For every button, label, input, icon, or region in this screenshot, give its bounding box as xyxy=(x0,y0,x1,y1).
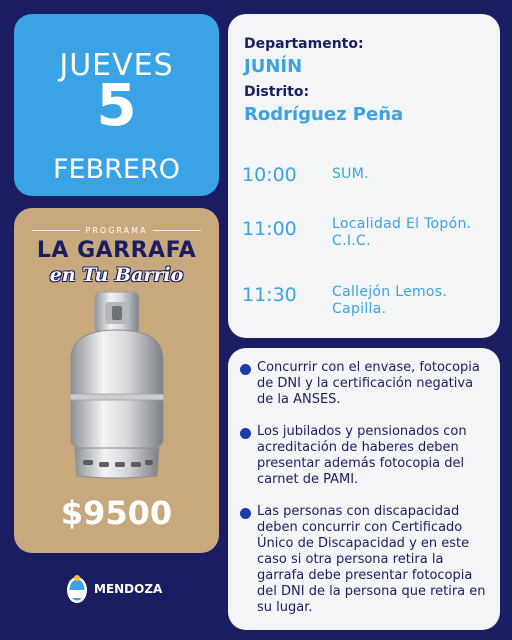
district-label: Distrito: xyxy=(244,84,310,100)
schedule-place xyxy=(332,166,369,183)
schedule-place-line: SUM. xyxy=(332,166,369,182)
date-day: JUEVES xyxy=(59,48,174,83)
schedule-time: 10:00 xyxy=(242,164,297,186)
schedule-place-line: Localidad El Topón. xyxy=(332,216,472,232)
date-month: FEBRERO xyxy=(53,154,180,185)
requirement-text: Las personas con discapacidad deben concurrir con Certificado Único de Discapacidad y en este caso si otra persona retira la garrafa debe presentar fotocopia del DNI de la persona que retira en su lugar. xyxy=(257,504,486,615)
district-value: Rodríguez Peña xyxy=(244,104,404,125)
bullet-icon xyxy=(240,428,251,439)
schedule-time: 11:30 xyxy=(242,284,297,306)
department-label: Departamento: xyxy=(244,36,364,52)
gas-cylinder-icon xyxy=(61,290,173,480)
date-number: 5 xyxy=(96,71,137,139)
schedule-place-line: C.I.C. xyxy=(332,233,371,249)
requirements-card xyxy=(228,348,500,630)
department-value: JUNÍN xyxy=(244,56,303,77)
footer-logo xyxy=(66,574,162,604)
price: $9500 xyxy=(60,494,173,532)
schedule-place-line: Callejón Lemos. xyxy=(332,284,448,300)
program-title: LA GARRAFA xyxy=(36,238,197,263)
bullet-icon xyxy=(240,364,251,375)
schedule-place xyxy=(332,216,471,250)
schedule-card xyxy=(228,14,500,338)
schedule-place-line: Capilla. xyxy=(332,301,387,317)
product-card xyxy=(14,208,219,553)
date-card xyxy=(14,14,219,196)
list-item xyxy=(240,360,490,408)
program-label-row xyxy=(32,226,201,235)
schedule-place xyxy=(332,284,447,318)
bullet-icon xyxy=(240,508,251,519)
requirement-text: Concurrir con el envase, fotocopia de DNI y la certificación negativa de la ANSES. xyxy=(257,360,480,407)
program-subtitle: en Tu Barrio xyxy=(49,264,184,286)
requirement-text: Los jubilados y pensionados con acreditación de haberes deben presentar además fotocopia del carnet de PAMI. xyxy=(257,424,467,487)
divider xyxy=(153,230,201,231)
schedule-time: 11:00 xyxy=(242,218,297,240)
mendoza-shield-icon xyxy=(66,574,88,604)
divider xyxy=(32,230,80,231)
list-item xyxy=(240,424,490,488)
footer-label: MENDOZA xyxy=(94,582,163,596)
program-label: PROGRAMA xyxy=(85,226,148,235)
list-item xyxy=(240,504,490,616)
